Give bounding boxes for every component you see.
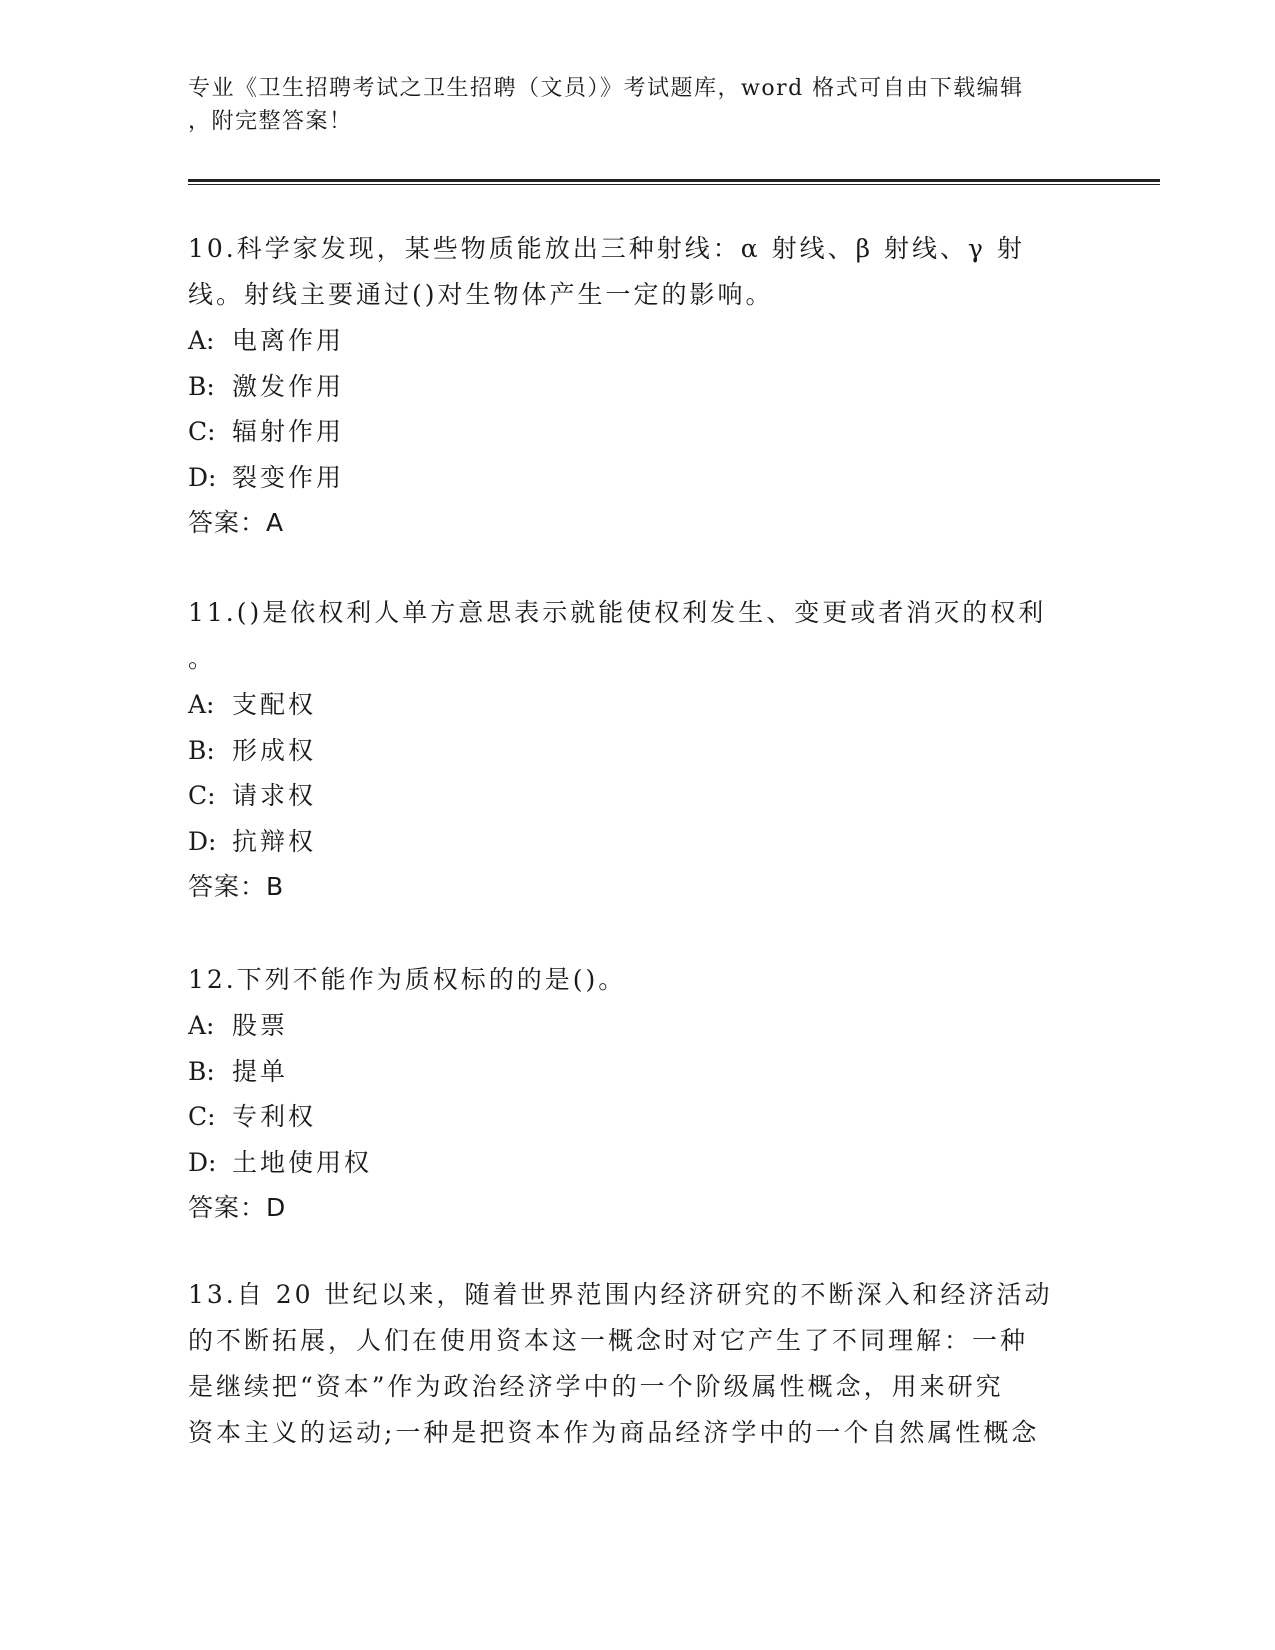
answer-line: 答案：D xyxy=(188,1193,287,1222)
question-stem-line: 线。射线主要通过()对生物体产生一定的影响。 xyxy=(188,280,774,309)
option-text: 专利权 xyxy=(232,1102,317,1131)
option-c xyxy=(188,773,1078,819)
option-label: B: xyxy=(188,371,215,401)
option-text: 抗辩权 xyxy=(232,826,317,856)
answer-line: 答案：B xyxy=(188,872,285,901)
question-11 xyxy=(188,590,1078,910)
option-label: D: xyxy=(188,1147,217,1177)
header-divider-thin xyxy=(188,184,1160,185)
option-d xyxy=(188,819,1078,865)
option-c xyxy=(188,1094,1078,1140)
option-text: 土地使用权 xyxy=(232,1147,373,1177)
option-a xyxy=(188,318,1078,364)
option-label: A: xyxy=(188,1011,215,1040)
option-label: C: xyxy=(188,417,216,446)
answer-line: 答案：A xyxy=(188,508,285,537)
option-text: 激发作用 xyxy=(232,371,345,401)
option-b xyxy=(188,728,1078,774)
option-text: 请求权 xyxy=(232,781,317,810)
document-header xyxy=(188,72,1068,138)
question-stem-line: 11.()是依权利人单方意思表示就能使权利发生、变更或者消灭的权利 xyxy=(188,598,1047,627)
option-b xyxy=(188,1049,1078,1095)
question-stem-line: 13.自 20 世纪以来，随着世界范围内经济研究的不断深入和经济活动 xyxy=(188,1280,1053,1309)
question-12 xyxy=(188,957,1078,1231)
option-d xyxy=(188,455,1078,501)
option-text: 股票 xyxy=(232,1011,289,1040)
option-label: D: xyxy=(188,462,217,492)
question-stem-line: 的不断拓展，人们在使用资本这一概念时对它产生了不同理解：一种 xyxy=(188,1326,1029,1355)
option-label: B: xyxy=(188,1056,215,1086)
option-b xyxy=(188,364,1078,410)
question-stem-line: 资本主义的运动;一种是把资本作为商品经济学中的一个自然属性概念 xyxy=(188,1418,1040,1447)
question-stem-line: 12.下列不能作为质权标的的是()。 xyxy=(188,965,627,994)
option-text: 辐射作用 xyxy=(232,417,345,446)
option-label: B: xyxy=(188,735,215,765)
header-line-1: 专业《卫生招聘考试之卫生招聘（文员）》考试题库，word 格式可自由下载编辑 xyxy=(188,76,1024,101)
option-text: 提单 xyxy=(232,1056,289,1086)
option-label: C: xyxy=(188,781,216,810)
option-label: C: xyxy=(188,1102,216,1131)
question-stem-line: 是继续把“资本”作为政治经济学中的一个阶级属性概念，用来研究 xyxy=(188,1372,1004,1401)
option-label: A: xyxy=(188,326,215,355)
option-label: A: xyxy=(188,690,215,719)
option-d xyxy=(188,1140,1078,1186)
option-c xyxy=(188,409,1078,455)
option-a xyxy=(188,682,1078,728)
option-text: 支配权 xyxy=(232,690,317,719)
option-text: 电离作用 xyxy=(232,326,345,355)
option-text: 裂变作用 xyxy=(232,462,345,492)
header-divider-thick xyxy=(188,179,1160,182)
option-label: D: xyxy=(188,826,217,856)
option-text: 形成权 xyxy=(232,735,317,765)
question-stem-line: 。 xyxy=(188,644,217,673)
header-line-2: ，附完整答案！ xyxy=(188,109,353,134)
question-stem-line: 10.科学家发现，某些物质能放出三种射线：α 射线、β 射线、γ 射 xyxy=(188,234,1025,263)
question-13 xyxy=(188,1272,1078,1456)
question-10 xyxy=(188,226,1078,546)
option-a xyxy=(188,1003,1078,1049)
